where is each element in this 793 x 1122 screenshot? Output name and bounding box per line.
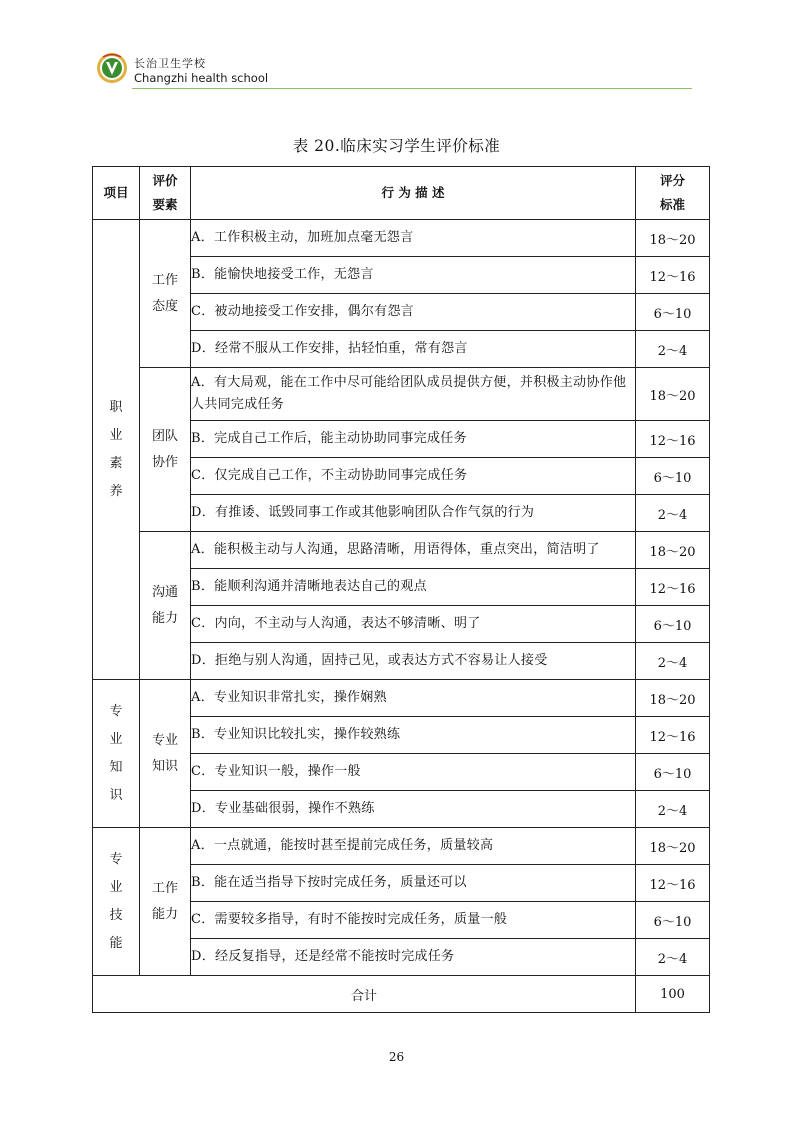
- score-cell: 6～10: [636, 458, 710, 495]
- element-teamwork: 团队 协作: [140, 368, 191, 532]
- table-row: [93, 532, 710, 569]
- element-professional-knowledge: 专业 知识: [140, 680, 191, 828]
- description-cell: A．专业知识非常扎实，操作娴熟: [191, 680, 636, 717]
- evaluation-table: [92, 166, 710, 1013]
- description-cell: B．能愉快地接受工作，无怨言: [191, 257, 636, 294]
- score-cell: 18～20: [636, 368, 710, 421]
- school-name-cn: 长治卫生学校: [134, 57, 206, 70]
- score-cell: 18～20: [636, 828, 710, 865]
- score-cell: 2～4: [636, 331, 710, 368]
- description-cell: C．内向，不主动与人沟通，表达不够清晰、明了: [191, 606, 636, 643]
- description-cell: C．专业知识一般，操作一般: [191, 754, 636, 791]
- header-element-line1: 评价: [152, 173, 178, 188]
- score-cell: 18～20: [636, 532, 710, 569]
- table-row: [93, 220, 710, 257]
- description-cell: B．专业知识比较扎实，操作较熟练: [191, 717, 636, 754]
- score-cell: 12～16: [636, 865, 710, 902]
- header-item: 项目: [93, 167, 140, 220]
- header-score: [636, 167, 710, 220]
- description-cell: D．经反复指导，还是经常不能按时完成任务: [191, 939, 636, 976]
- score-cell: 18～20: [636, 680, 710, 717]
- description-cell: D．有推诿、诋毁同事工作或其他影响团队合作气氛的行为: [191, 495, 636, 532]
- description-cell: B．能顺利沟通并清晰地表达自己的观点: [191, 569, 636, 606]
- school-name-en: Changzhi health school: [134, 71, 269, 85]
- description-cell: A．能积极主动与人沟通，思路清晰，用语得体，重点突出，简洁明了: [191, 532, 636, 569]
- category-professional-quality: 职 业 素 养: [93, 220, 140, 680]
- category-professional-knowledge: 专 业 知 识: [93, 680, 140, 828]
- score-cell: 2～4: [636, 495, 710, 532]
- element-work-attitude: 工作 态度: [140, 220, 191, 368]
- score-cell: 12～16: [636, 717, 710, 754]
- description-cell: D．拒绝与别人沟通，固持己见，或表达方式不容易让人接受: [191, 643, 636, 680]
- score-cell: 18～20: [636, 220, 710, 257]
- element-work-ability: 工作 能力: [140, 828, 191, 976]
- total-label: 合计: [93, 976, 636, 1013]
- score-cell: 2～4: [636, 791, 710, 828]
- description-cell: D．经常不服从工作安排，拈轻怕重，常有怨言: [191, 331, 636, 368]
- description-cell: A．工作积极主动，加班加点毫无怨言: [191, 220, 636, 257]
- table-header-row: [93, 167, 710, 220]
- school-logo-icon: [96, 52, 128, 84]
- header-score-line1: 评分: [659, 173, 685, 188]
- header-description: 行 为 描 述: [191, 167, 636, 220]
- table-row: [93, 828, 710, 865]
- element-communication: 沟通 能力: [140, 532, 191, 680]
- page-number: 26: [388, 1050, 405, 1064]
- score-cell: 12～16: [636, 569, 710, 606]
- description-cell: B．完成自己工作后，能主动协助同事完成任务: [191, 421, 636, 458]
- description-cell: B．能在适当指导下按时完成任务，质量还可以: [191, 865, 636, 902]
- header-element-line2: 要素: [152, 197, 178, 212]
- score-cell: 6～10: [636, 294, 710, 331]
- description-cell: C．被动地接受工作安排，偶尔有怨言: [191, 294, 636, 331]
- description-cell: D．专业基础很弱，操作不熟练: [191, 791, 636, 828]
- score-cell: 12～16: [636, 257, 710, 294]
- score-cell: 12～16: [636, 421, 710, 458]
- page-header: [96, 50, 696, 90]
- score-cell: 6～10: [636, 606, 710, 643]
- table-row: [93, 368, 710, 421]
- header-element: [140, 167, 191, 220]
- description-cell: C．仅完成自己工作，不主动协助同事完成任务: [191, 458, 636, 495]
- total-row: [93, 976, 710, 1013]
- total-score: 100: [636, 976, 710, 1013]
- table-title: 表 20.临床实习学生评价标准: [292, 137, 501, 155]
- score-cell: 6～10: [636, 754, 710, 791]
- description-cell: A．一点就通，能按时甚至提前完成任务，质量较高: [191, 828, 636, 865]
- category-professional-skills: 专 业 技 能: [93, 828, 140, 976]
- score-cell: 2～4: [636, 643, 710, 680]
- table-row: [93, 680, 710, 717]
- header-divider: [132, 88, 692, 89]
- header-score-line2: 标准: [659, 197, 685, 212]
- description-cell: C．需要较多指导，有时不能按时完成任务，质量一般: [191, 902, 636, 939]
- description-cell: A．有大局观，能在工作中尽可能给团队成员提供方便，并积极主动协作他人共同完成任务: [191, 368, 636, 421]
- score-cell: 6～10: [636, 902, 710, 939]
- score-cell: 2～4: [636, 939, 710, 976]
